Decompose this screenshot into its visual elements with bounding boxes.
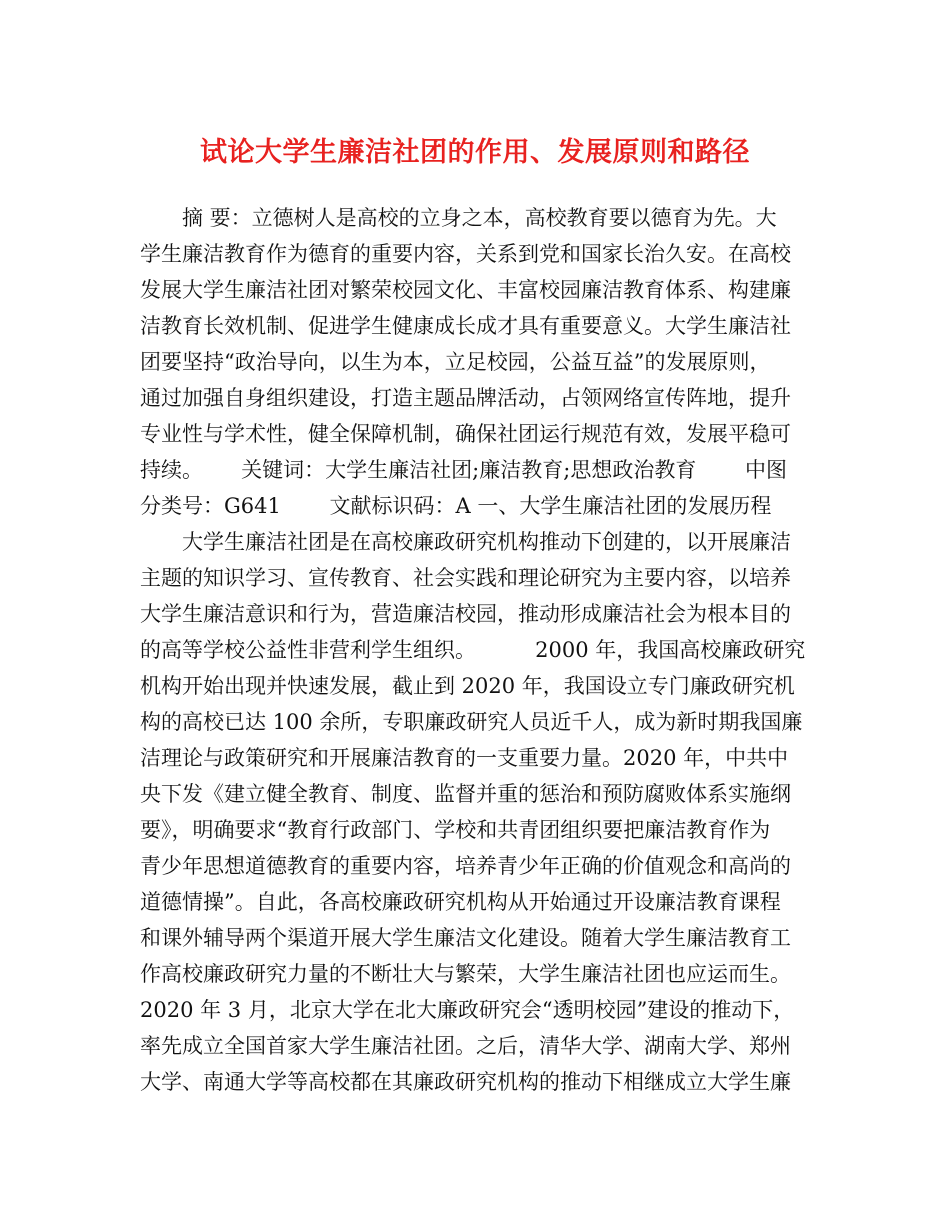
body-line: 大学生廉洁社团是在高校廉政研究机构推动下创建的，以开展廉洁	[140, 530, 791, 554]
body-line: 央下发《建立健全教育、制度、监督并重的惩治和预防腐败体系实施纲	[140, 782, 791, 806]
body-line: 洁教育长效机制、促进学生健康成长成才具有重要意义。大学生廉洁社	[140, 314, 791, 338]
body-line: 大学、南通大学等高校都在其廉政研究机构的推动下相继成立大学生廉	[140, 1070, 791, 1094]
body-line: 分类号：G641 文献标识码：A 一、大学生廉洁社团的发展历程	[140, 494, 772, 518]
body-line: 大学生廉洁意识和行为，营造廉洁校园，推动形成廉洁社会为根本目的	[140, 602, 791, 626]
body-line: 专业性与学术性，健全保障机制，确保社团运行规范有效，发展平稳可	[140, 422, 791, 446]
body-line: 和课外辅导两个渠道开展大学生廉洁文化建设。随着大学生廉洁教育工	[140, 926, 791, 950]
body-line: 2020 年 3 月，北京大学在北大廉政研究会“透明校园”建设的推动下，	[140, 998, 795, 1022]
body-line: 构的高校已达 100 余所，专职廉政研究人员近千人，成为新时期我国廉	[140, 710, 803, 734]
body-line: 学生廉洁教育作为德育的重要内容，关系到党和国家长治久安。在高校	[140, 242, 791, 266]
body-line: 持续。 关键词：大学生廉洁社团;廉洁教育;思想政治教育 中图	[140, 458, 787, 482]
body-line: 道德情操”。自此，各高校廉政研究机构从开始通过开设廉洁教育课程	[140, 890, 781, 914]
body-line: 发展大学生廉洁社团对繁荣校园文化、丰富校园廉洁教育体系、构建廉	[140, 278, 791, 302]
body-line: 率先成立全国首家大学生廉洁社团。之后，清华大学、湖南大学、郑州	[140, 1034, 791, 1058]
document-body	[140, 200, 820, 1100]
body-line: 通过加强自身组织建设，打造主题品牌活动，占领网络宣传阵地，提升	[140, 386, 791, 410]
body-line: 要》，明确要求“教育行政部门、学校和共青团组织要把廉洁教育作为	[140, 818, 771, 842]
body-line: 团要坚持“政治导向，以生为本，立足校园，公益互益”的发展原则，	[140, 350, 771, 374]
body-line: 洁理论与政策研究和开展廉洁教育的一支重要力量。2020 年，中共中	[140, 746, 789, 770]
body-line: 作高校廉政研究力量的不断壮大与繁荣，大学生廉洁社团也应运而生。	[140, 962, 791, 986]
body-line: 的高等学校公益性非营利学生组织。 2000 年，我国高校廉政研究	[140, 638, 806, 662]
body-line: 青少年思想道德教育的重要内容，培养青少年正确的价值观念和高尚的	[140, 854, 791, 878]
body-line: 主题的知识学习、宣传教育、社会实践和理论研究为主要内容，以培养	[140, 566, 791, 590]
body-line: 机构开始出现并快速发展，截止到 2020 年，我国设立专门廉政研究机	[140, 674, 795, 698]
document-title: 试论大学生廉洁社团的作用、发展原则和路径	[200, 137, 750, 168]
body-line: 摘 要：立德树人是高校的立身之本，高校教育要以德育为先。大	[140, 206, 777, 230]
